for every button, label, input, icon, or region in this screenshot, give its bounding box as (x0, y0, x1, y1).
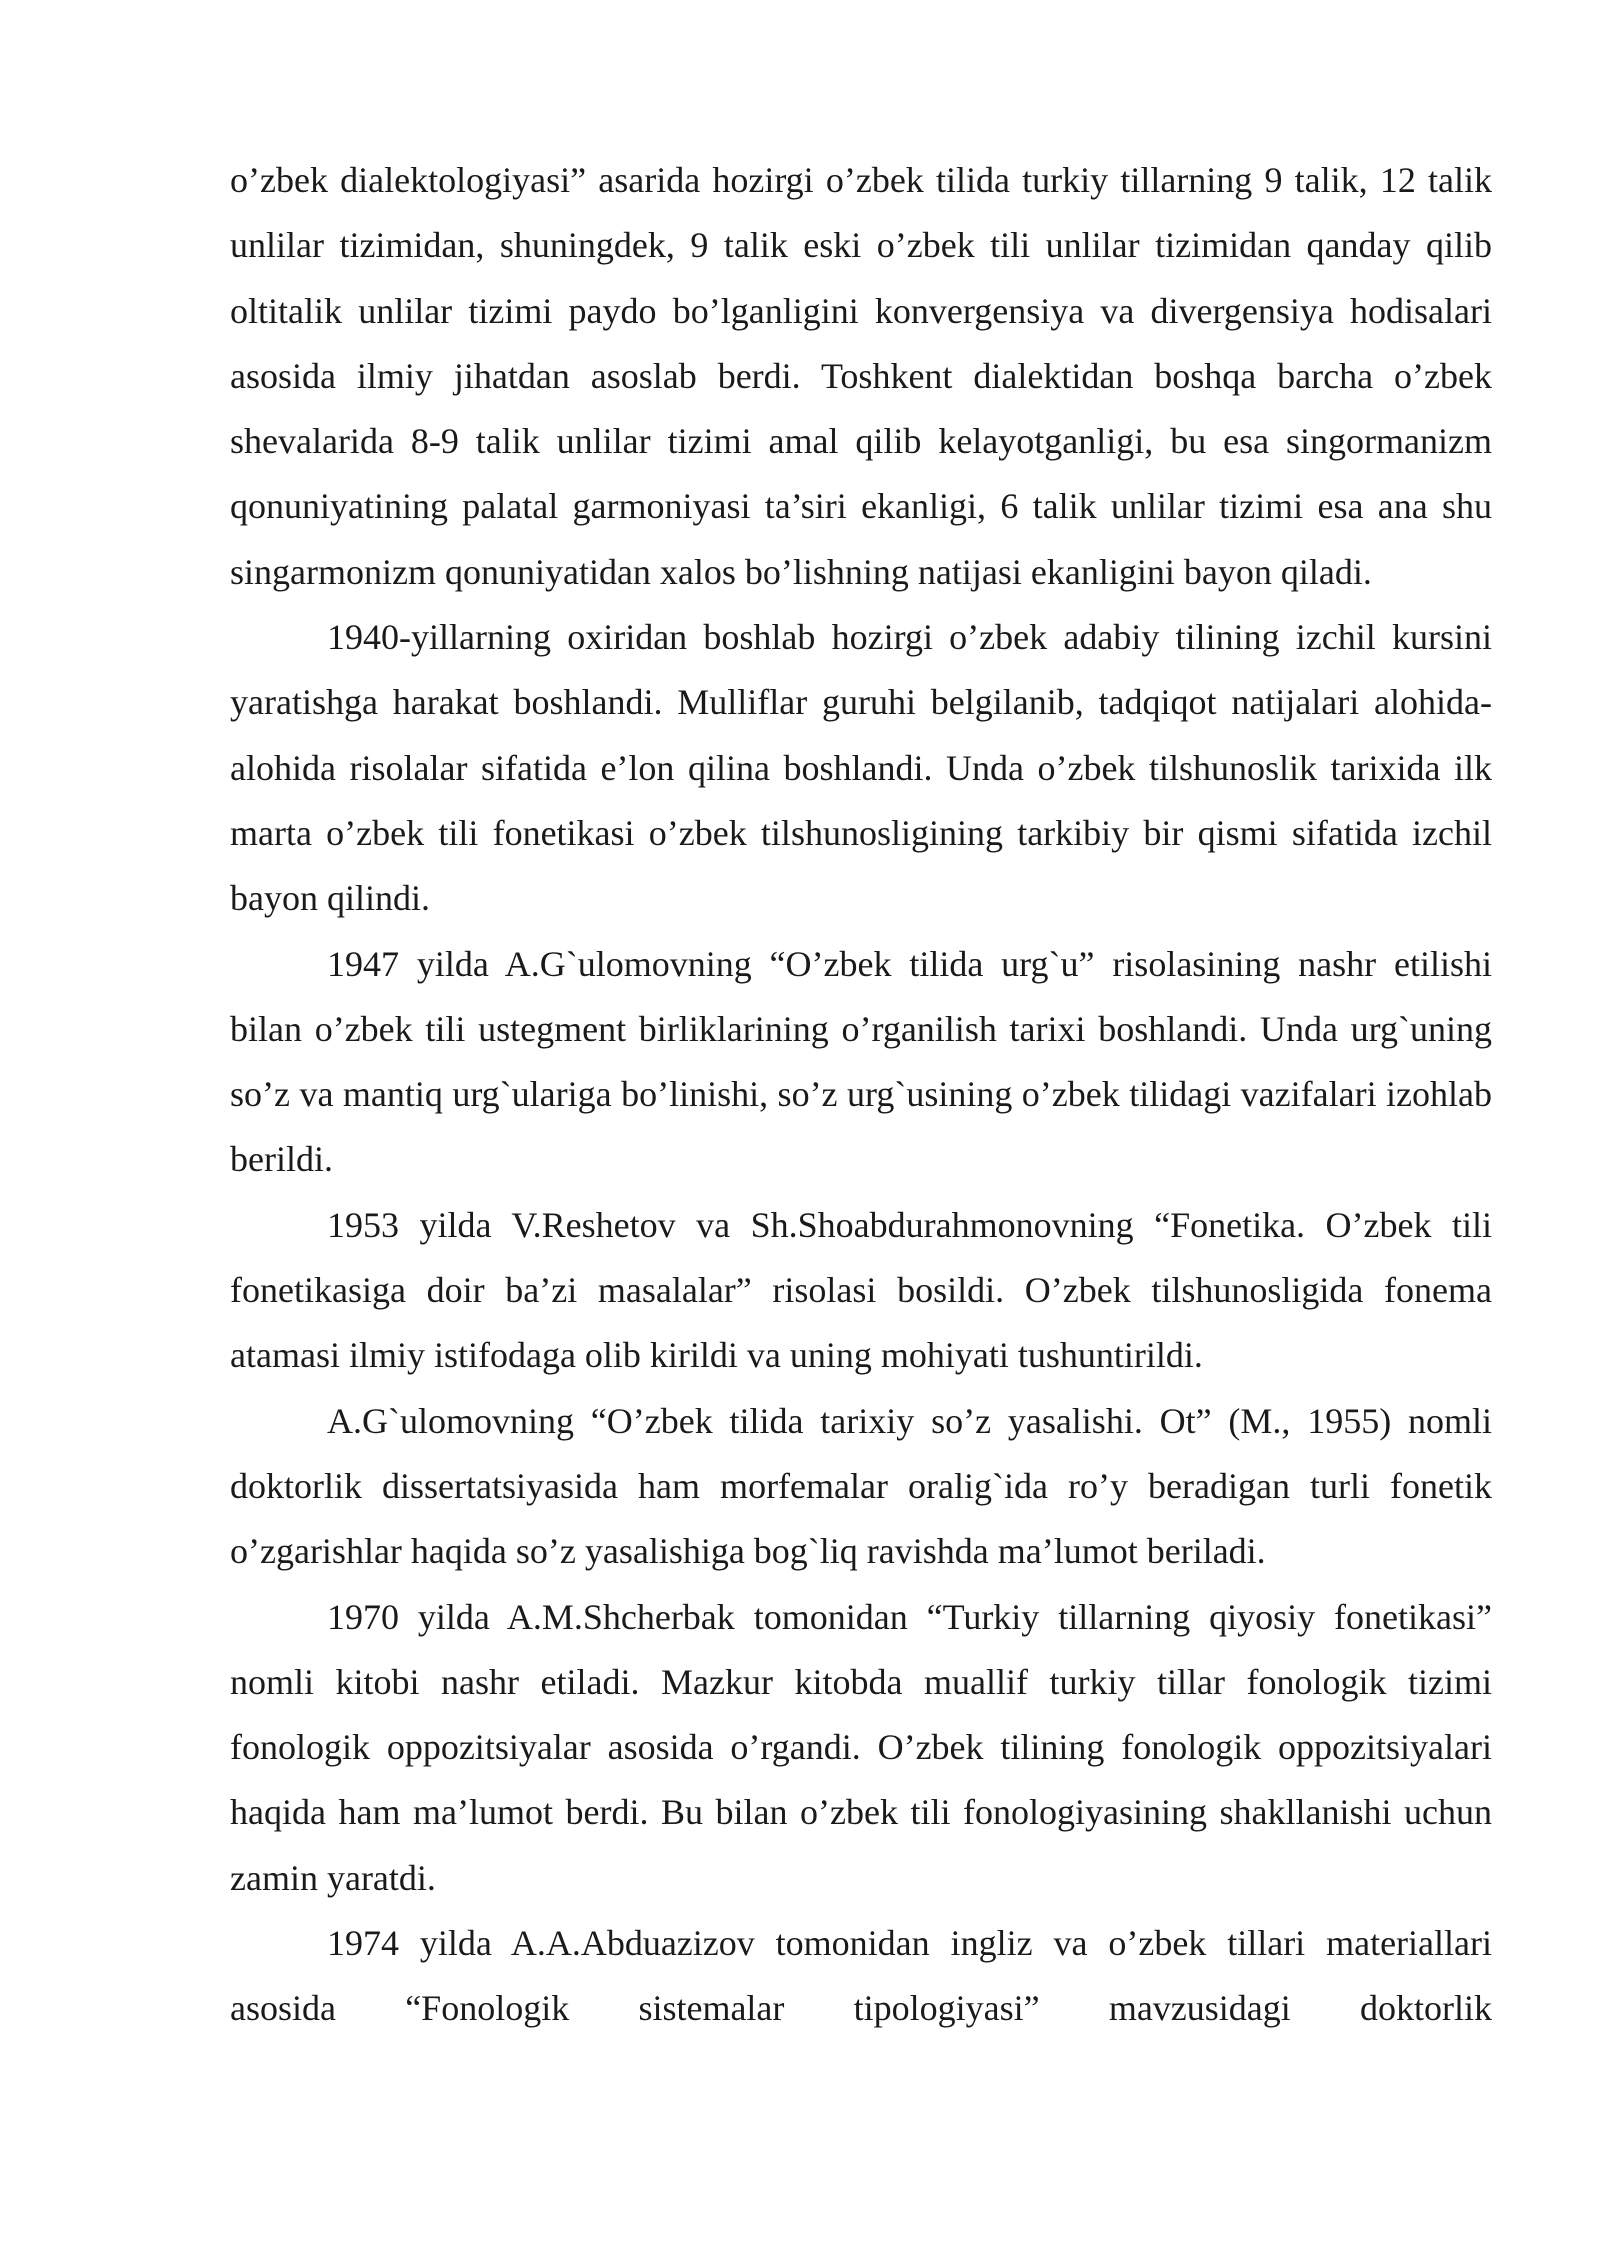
paragraph-2: 1940-yillarning oxiridan boshlab hozirgi o’zbek adabiy tilining izchil kursini yaratishga harakat boshlandi. Mulliflar guruhi belgilanib, tadqiqot natijalari alohida-alohida risolalar sifatida e’lon qilina boshlandi. Unda o’zbek tilshunoslik tarixida ilk marta o’zbek tili fonetikasi o’zbek tilshunosligining tarkibiy bir qismi sifatida izchil bayon qilindi. (230, 617, 1492, 919)
paragraph-7: 1974 yilda A.A.Abduazizov tomonidan ingliz va o’zbek tillari materiallari asosida “Fonologik sistemalar tipologiyasi” mavzusidagi doktorlik (230, 1923, 1492, 2029)
paragraph-4: 1953 yilda V.Reshetov va Sh.Shoabdurahmonovning “Fonetika. O’zbek tili fonetikasiga doir ba’zi masalalar” risolasi bosildi. O’zbek tilshunosligida fonema atamasi ilmiy istifodaga olib kirildi va uning mohiyati tushuntirildi. (230, 1204, 1492, 1376)
paragraph-1: o’zbek dialektologiyasi” asarida hozirgi o’zbek tilida turkiy tillarning 9 talik, 12 talik unlilar tizimidan, shuningdek, 9 talik eski o’zbek tili unlilar tizimidan qanday qilib oltitalik unlilar tizimi paydo bo’lganligini konvergensiya va divergensiya hodisalari asosida ilmiy jihatdan asoslab berdi. Toshkent dialektidan boshqa barcha o’zbek shevalarida 8-9 talik unlilar tizimi amal qilib kelayotganligi, bu esa singormanizm qonuniyatining palatal garmoniyasi ta’siri ekanligi, 6 talik unlilar tizimi esa ana shu singarmonizm qonuniyatidan xalos bo’lishning natijasi ekanligini bayon qiladi. (230, 160, 1492, 592)
paragraph-5: A.G`ulomovning “O’zbek tilida tarixiy so’z yasalishi. Ot” (M., 1955) nomli doktorlik dissertatsiyasida ham morfemalar oralig`ida ro’y beradigan turli fonetik o’zgarishlar haqida so’z yasalishiga bog`liq ravishda ma’lumot beriladi. (230, 1400, 1492, 1572)
paragraph-3: 1947 yilda A.G`ulomovning “O’zbek tilida urg`u” risolasining nashr etilishi bilan o’zbek tili ustegment birliklarining o’rganilish tarixi boshlandi. Unda urg`uning so’z va mantiq urg`ulariga bo’linishi, so’z urg`usining o’zbek tilidagi vazifalari izohlab berildi. (230, 943, 1492, 1180)
document-page (230, 148, 1492, 2042)
paragraph-6: 1970 yilda A.M.Shcherbak tomonidan “Turkiy tillarning qiyosiy fonetikasi” nomli kitobi nashr etiladi. Mazkur kitobda muallif turkiy tillar fonologik tizimi fonologik oppozitsiyalar asosida o’rgandi. O’zbek tilining fonologik oppozitsiyalari haqida ham ma’lumot berdi. Bu bilan o’zbek tili fonologiyasining shakllanishi uchun zamin yaratdi. (230, 1596, 1492, 1898)
